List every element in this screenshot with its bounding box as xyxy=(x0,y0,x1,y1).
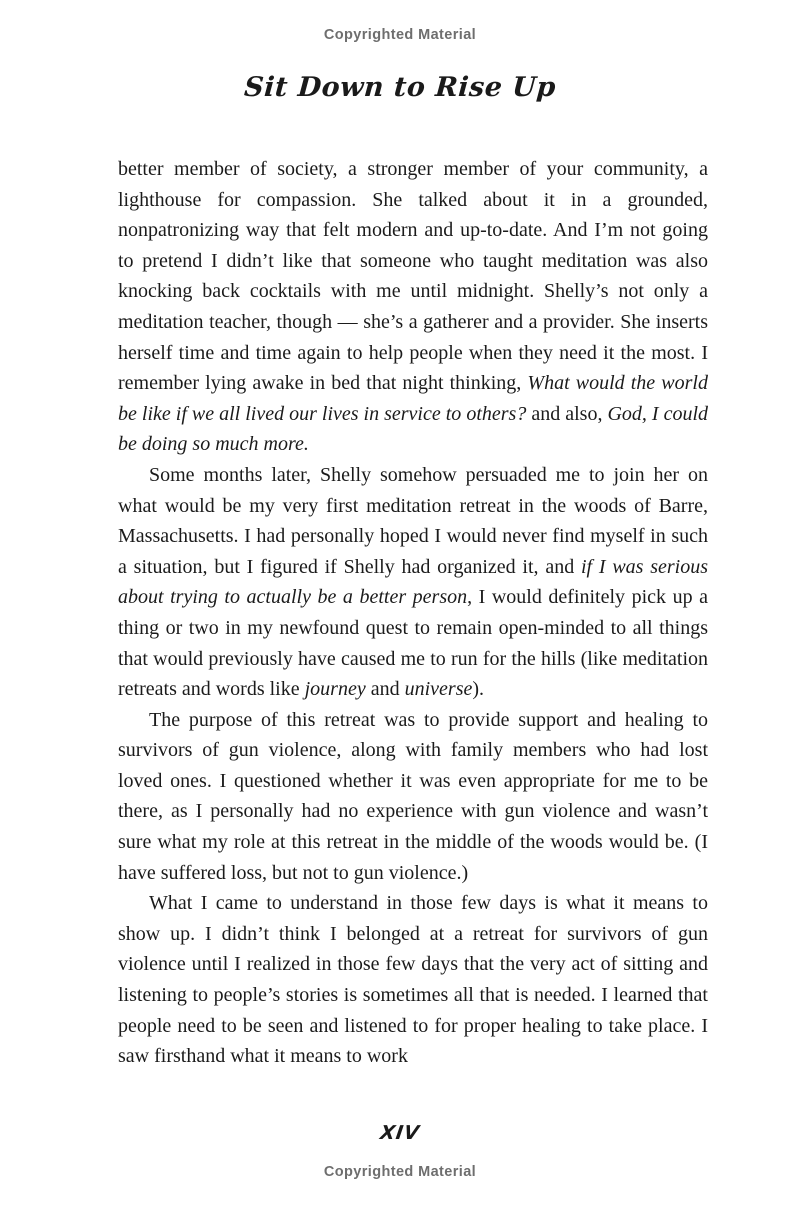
text-run: and xyxy=(365,678,405,701)
text-run: better member of society, a stronger member of your community, a lighthouse for compassion. She talked about it in a grounded, nonpatronizing way that felt modern and up-to-date. And I’m not going to pretend I didn’t like that someone who taught meditation was also knocking back cocktails with me until midnight. Shelly’s not only a meditation teacher, though — she’s a gatherer and a provider. She inserts herself time and time again to help people when they need it the most. I remember lying awake in bed that night thinking, xyxy=(118,158,708,395)
text-run: The purpose of this retreat was to provide support and healing to survivors of gun violence, along with family members who had lost loved ones. I questioned whether it was even appropriate for me to be there, as I personally had no experience with gun violence and wasn’t sure what my role at this retreat in the middle of the woods would be. (I have suffered loss, but not to gun violence.) xyxy=(118,708,708,884)
paragraph xyxy=(118,705,708,889)
text-run: ). xyxy=(472,678,485,701)
text-run: , I would definitely pick up a thing or two in my newfound quest to remain open-minded to all things that would previously have caused me to run for the hills (like meditation retreats and words like xyxy=(118,586,708,701)
paragraph xyxy=(118,460,708,705)
running-head-title: Sit Down to Rise Up xyxy=(243,72,557,103)
text-run: and also, xyxy=(526,402,608,425)
text-run: Some months later, Shelly somehow persuaded me to join her on what would be my very first meditation retreat in the woods of Barre, Massachusetts. I had personally hoped I would never find myself in such a situation, but I figured if Shelly had organized it, and xyxy=(118,463,708,578)
italic-text: God, I could be doing so much more. xyxy=(118,402,709,456)
italic-text: journey xyxy=(304,678,366,701)
italic-text: if I was serious about trying to actually be a better person xyxy=(118,555,708,609)
copyright-notice-bottom: Copyrighted Material xyxy=(323,1164,477,1180)
italic-text: universe xyxy=(404,678,473,701)
page-number: XIV xyxy=(378,1122,422,1144)
italic-text: What would the world be like if we all lived our lives in service to others? xyxy=(118,372,708,425)
paragraph xyxy=(118,154,708,460)
paragraph xyxy=(118,888,708,1072)
body-text xyxy=(118,154,708,1072)
text-run: What I came to understand in those few days is what it means to show up. I didn’t think I belonged at a retreat for survivors of gun violence until I realized in those few days that the very act of sitting and listening to people’s stories is sometimes all that is needed. I learned that people need to be seen and listened to for proper healing to take place. I saw firsthand what it means to work xyxy=(118,892,708,1068)
copyright-notice-top: Copyrighted Material xyxy=(323,27,477,43)
